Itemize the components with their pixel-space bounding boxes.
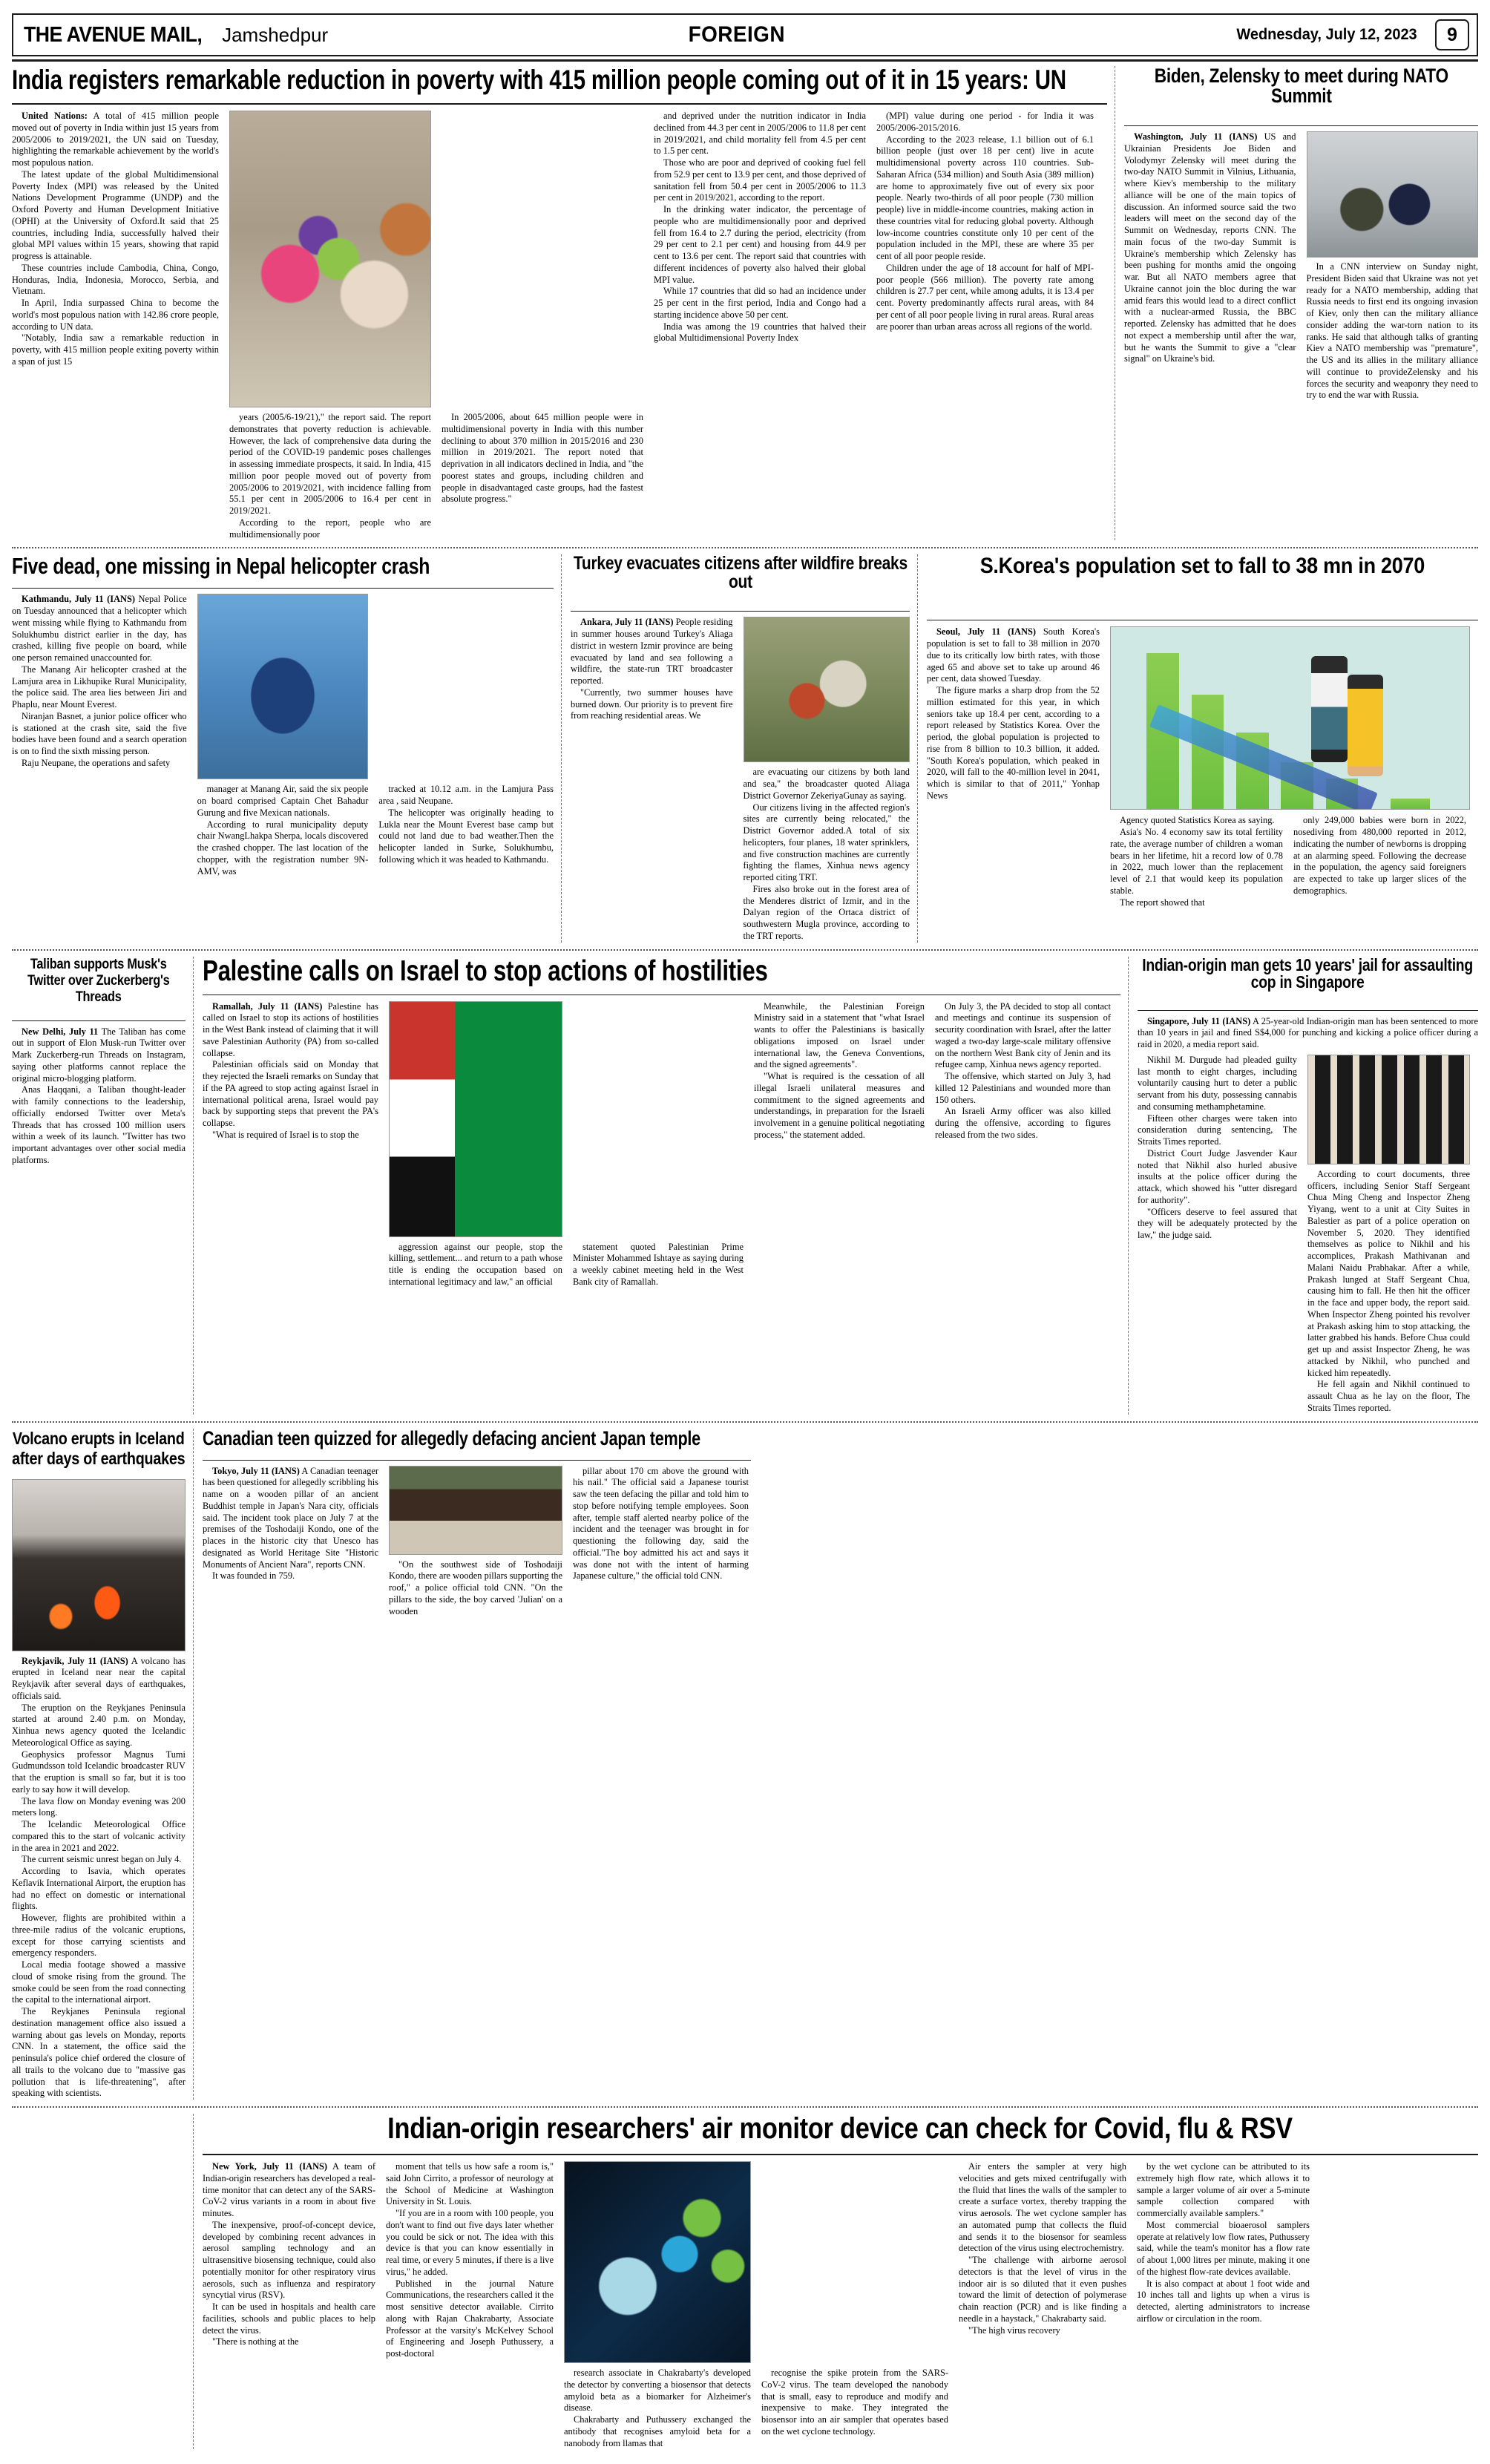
covid-para: A team of Indian-origin researchers has developed a real-time monitor that can detect any of the SARS-CoV-2 virus variants in a room in about five minutes. [203, 2161, 375, 2218]
korea-col-1 [927, 626, 1105, 802]
volcano-para: However, flights are prohibited within a three-mile radius of the volcanic eruptions, except for those carrying scientists and emergency responders. [12, 1913, 186, 1959]
masthead-city: Jamshedpur [222, 23, 329, 46]
korea-col-3 [1288, 815, 1466, 897]
palestine-col-4 [749, 1001, 930, 1141]
covid-col-5 [954, 2161, 1132, 2336]
turkey-col-2 [738, 617, 910, 942]
singapore-para: According to court documents, three officers, including Senior Staff Sergeant Chua Ming Cheng and Inspector Zheng Yiyang, went to a unit at City Suites in Balestier as part of a police operation on November 5, 2020. They identified themselves as police to Nikhil and his accomplices, Prakash Mathivanan and Malani Naidu Prabhakar. After a while, Prakash lunged at Staff Sergeant Chua, causing him to fall. He then hit the officer in the face and upper body, the report said. When Inspector Zheng pointed his revolver at Prakash asking him to stop attacking, the latter grabbed his hands. Before Chua could get up and assist Inspector Zheng, he was attacked by Nikhil, who punched and kicked him repeatedly. [1307, 1168, 1470, 1378]
biden-zelensky-photo [1307, 131, 1479, 258]
volcano-dateline: Reykjavik, July 11 (IANS) [22, 1655, 128, 1666]
palestine-para: An Israeli Army officer was also killed during the offensive, according to figures released from the two sides. [935, 1106, 1111, 1140]
biden-story [1115, 66, 1478, 540]
lead-para: According to the report, people who are multidimensionally poor [229, 517, 431, 540]
row-five-left-spacer [12, 2114, 193, 2449]
singapore-para: District Court Judge Jasvender Kaur noted that Nikhil also hurled abusive insults at the police officer during the attack, which showed his "utter disregard for authority". [1138, 1147, 1297, 1205]
singapore-para: He fell again and Nikhil continued to assault Chua as he lay on the floor, The Straits Times reported. [1307, 1379, 1470, 1413]
covid-para: "The challenge with airborne aerosol detectors is that the level of virus in the indoor air is so diluted that it even pushes toward the limit of detection of polymerase chain reaction (PCR) and is like finding a needle in a haystack," Chakrabarty said. [959, 2255, 1126, 2324]
nepal-para: tracked at 10.12 a.m. in the Lamjura Pass area , said Neupane. [378, 784, 554, 806]
lead-dateline: United Nations: [22, 111, 88, 121]
palestine-col-1 [203, 1001, 384, 1141]
lead-para: The latest update of the global Multidimensional Poverty Index (MPI) was released by the United Nations Development Programme (UNDP) and the Oxford Poverty and Human Development Initiative (OPHI) at the University of Oxford.It said that 25 countries, including India, successfully halved their global MPI values within 15 years, showing that rapid progress is attainable. [12, 168, 219, 261]
turkey-dateline: Ankara, July 11 (IANS) [580, 617, 674, 628]
nepal-para: Raju Neupane, the operations and safety [22, 757, 171, 768]
volcano-para: The Reykjanes Peninsula regional destination management office also issued a warning about gas levels on Monday, reports CNN. In a statement, the office said the peninsula's police chief ordered the closure of all trails to the volcano due to "massive gas pollution that is life-threatening", after speaking with scientists. [12, 2006, 186, 2099]
covid-col-6 [1132, 2161, 1310, 2325]
virus-biosensor-photo [564, 2161, 751, 2363]
covid-para: It is also compact at about 1 foot wide and 10 inches tall and lights up when a virus is detected, alerting administrators to increase airflow or circulation in the room. [1137, 2278, 1310, 2324]
japan-headline: Canadian teen quizzed for allegedly defacing ancient Japan temple [203, 1428, 700, 1449]
masthead-section: FOREIGN [688, 22, 785, 47]
lead-para: Those who are poor and deprived of cooking fuel fell from 52.9 per cent to 13.9 per cent, and those deprived of sanitation fell from 50.4 per cent in 2005/2006 to 11.3 per cent in 2019/2021, according to the report. [654, 157, 866, 203]
lead-headline: India registers remarkable reduction in poverty with 415 million people coming out of it in 15 years: UN [12, 66, 1066, 95]
covid-para: "If you are in a room with 100 people, you don't want to find out five days later whether you could be sick or not. The idea with this device is that you can know essentially in real time, or every 5 minutes, if there is a live virus," he added. [386, 2208, 554, 2277]
covid-dateline: New York, July 11 (IANS) [212, 2161, 328, 2172]
lead-para: India was among the 19 countries that halved their global Multidimensional Poverty Index [654, 321, 866, 344]
lead-para: In 2005/2006, about 645 million people were in multidimensional poverty in India with this number declining to about 370 million in 2015/2016 and 230 million in 2019/2021. The report noted that deprivation in all indicators declined in India, and "the poorest states and groups, including children and people in disadvantaged caste groups, had the fastest absolute progress." [442, 412, 643, 505]
lead-col-1 [12, 111, 224, 368]
covid-col-4 [756, 2161, 954, 2438]
palestine-para: Palestine has called on Israel to stop its actions of hostilities in the West Bank instead of claiming that it will save Palestinian Authority (PA) from so-called collapse. [203, 1000, 378, 1058]
japan-dateline: Tokyo, July 11 (IANS) [212, 1465, 300, 1476]
volcano-headline: Volcano erupts in Iceland after days of earthquakes [12, 1428, 186, 1469]
masthead-title: THE AVENUE MAIL, [24, 22, 203, 47]
japan-para: "On the southwest side of Toshodaiji Kondo, there are wooden pillars supporting the roof," a police official told CNN. "On the pillars to the side, the boy carved 'Julian' on a wooden [389, 1559, 562, 1616]
nepal-para: Niranjan Basnet, a junior police officer who is stationed at the crash site, said the five bodies have been found and a search operation is on to find the sixth missing person. [12, 710, 187, 756]
palestine-para: statement quoted Palestinian Prime Minister Mohammed Ishtaye as saying during a weekly cabinet meeting held in the West Bank city of Ramallah. [573, 1241, 744, 1287]
jail-bars-photo [1307, 1055, 1470, 1164]
palestine-headline: Palestine calls on Israel to stop actions of hostilities [203, 956, 768, 987]
volcano-eruption-photo [12, 1479, 186, 1651]
lead-col-2 [224, 111, 436, 540]
palestine-para: On July 3, the PA decided to stop all contact and meetings and continue its suspension of security coordination with Israel, after the latter waged a two-day large-scale military offensive on the northern West Bank city of Jenin and its refugee camp, Xinhua news agency reported. [935, 1000, 1111, 1070]
covid-para: Chakrabarty and Puthussery exchanged the antibody that recognises amyloid beta for a nanobody from llamas that [564, 2414, 751, 2448]
singapore-dateline: Singapore, July 11 (IANS) [1147, 1015, 1251, 1026]
korea-story [917, 554, 1478, 942]
japan-col-2 [384, 1466, 568, 1618]
lead-para: "Notably, India saw a remarkable reduction in poverty, with 415 million people exiting poverty within a span of just 15 [12, 332, 219, 367]
covid-para: Published in the journal Nature Communications, the researchers called it the most sensitive detector available. Cirrito along with Rajan Chakrabarty, Associate Professor at the varsity's McKelvey School of Engineering and Joseph Puthussery, a post-doctoral [386, 2278, 554, 2359]
nepal-col-2 [192, 594, 374, 877]
nepal-para: manager at Manang Air, said the six people on board comprised Captain Chet Bahadur Gurung and five Mexican nationals. [197, 784, 369, 818]
japan-para: pillar about 170 cm above the ground with his nail." The official said a Japanese tourist saw the teen defacing the pillar and told him to stop before notifying temple employees. Soon after, temple staff alerted nearby police of the incident and the teenager was brought in for questioning the following day, said the official."The boy admitted his act and says it was done not with the intent of harming Japanese culture," the official told CNN. [573, 1465, 749, 1582]
covid-headline: Indian-origin researchers' air monitor device can check for Covid, flu & RSV [387, 2114, 1293, 2145]
singapore-para: "Officers deserve to feel assured that they will be adequately protected by the law," the judge said. [1138, 1206, 1297, 1240]
volcano-para: A volcano has erupted in Iceland near near the capital Reykjavik after several days of earthquakes, officials said. [12, 1655, 186, 1701]
masthead-rule [12, 59, 1478, 62]
volcano-para: Geophysics professor Magnus Tumi Gudmundsson told Icelandic broadcaster RUV that the eruption is small so far, but it is too early to say how it will develop. [12, 1749, 186, 1795]
row-five [12, 2114, 1478, 2449]
volcano-para: The current seismic unrest began on July 4. [22, 1854, 182, 1865]
volcano-para: The lava flow on Monday evening was 200 meters long. [12, 1795, 186, 1818]
korea-population-decline-chart [1110, 626, 1470, 810]
section-divider [12, 949, 1478, 951]
chart-bar [1391, 799, 1430, 810]
row-four-spacer [751, 1429, 1478, 2100]
korea-para: only 249,000 babies were born in 2022, nosediving from 480,000 reported in 2012, indicating the number of newborns is dropping at an alarming speed. Following the decrease in the population, the agency said foreigners are expected to take up larger slices of the demographics. [1293, 815, 1466, 896]
japan-col-1 [203, 1466, 384, 1583]
section-divider [12, 1421, 1478, 1423]
covid-col-2 [381, 2161, 559, 2360]
nepal-para: Nepal Police on Tuesday announced that a helicopter which went missing while flying to Kathmandu from Solukhumbu district earlier in the day, has crashed, killing five people on board, while one person remained unaccounted for. [12, 594, 187, 663]
taliban-body [12, 1026, 186, 1167]
palestine-para: Meanwhile, the Palestinian Foreign Ministry said in a statement that "what Israel wants to offer the Palestinians is basically obligations imposed on Israel under international law, the Geneva Conventions, and the signed agreements". [754, 1000, 925, 1070]
lead-para: In April, India surpassed China to become the world's most populous nation with 142.86 crore people, according to UN data. [12, 298, 219, 332]
row-four [12, 1429, 1478, 2100]
volcano-para: The Icelandic Meteorological Office compared this to the start of volcanic activity in the area in 2021 and 2022. [12, 1819, 186, 1853]
korea-headline: S.Korea's population set to fall to 38 mn in 2070 [979, 554, 1425, 579]
japan-para: A Canadian teenager has been questioned for allegedly scribbling his name on a wooden pillar of an ancient Buddhist temple in Japan's Nara city, officials said. The incident took place on July 7 at the premises of the Toshodaiji Kondo, one of the places in the historic city that Unesco has designated as World Heritage Site "Historic Monuments of Ancient Nara", reports CNN. [203, 1465, 378, 1570]
father-figure-icon [1311, 656, 1347, 761]
masthead-date: Wednesday, July 12, 2023 [1236, 26, 1417, 43]
masthead-right [1232, 19, 1469, 50]
covid-story [193, 2114, 1478, 2449]
turkey-para: Fires also broke out in the forest area of the Menderes district of Izmir, and in the Dalyan region of the Ortaca district of southwestern Mugla province, according to the TRT reports. [743, 883, 910, 941]
lead-para: Children under the age of 18 account for half of MPI-poor people (566 million). The poverty rate among children is 27.7 per cent, while among adults, it is 13.4 per cent. Poverty predominantly affects rural areas, with 84 per cent of all poor people living in rural areas. Rural areas are poorer than urban areas across all regions of the world. [876, 262, 1094, 332]
lead-para: In the drinking water indicator, the percentage of people who are multidimensionally poor and deprived fell from 16.4 to 2.7 during the period, electricity (from 29 per cent to 2.1 per cent) and housing from 44.9 per cent to 13.6 per cent. The report said that countries with different incidences of poverty also halved their global MPI value. [654, 204, 866, 285]
lead-story [12, 66, 1115, 540]
nepal-para: The Manang Air helicopter crashed at the Lamjura area in Likhupike Rural Municipality, the police said. The area lies between Jiri and Phaplu, near Mount Everest. [12, 663, 187, 710]
japan-col-3 [568, 1466, 749, 1583]
volcano-para: According to Isavia, which operates Keflavik International Airport, the eruption has had no effect on domestic or international flights. [12, 1866, 186, 1912]
mother-figure-icon [1348, 675, 1383, 776]
singapore-story [1128, 957, 1478, 1415]
covid-para: It can be used in hospitals and health care facilities, schools and public places to help detect the virus. [203, 2301, 375, 2336]
singapore-para: Fifteen other charges were taken into consideration during sentencing, The Straits Times reported. [1138, 1113, 1297, 1147]
turkey-story [561, 554, 917, 942]
palestine-para: "What is required of Israel is to stop the [212, 1129, 359, 1140]
volcano-body [12, 1656, 186, 2100]
turkey-para: Our citizens living in the affected region's sites are currently being relocated," the District Governor added.A total of six helicopters, four planes, 18 water sprinklers, and five construction machines are currently fighting the flames, Xinhua news agency reported citing TRT. [743, 802, 910, 882]
korea-para: South Korea's population is set to fall to 38 million in 2070 due to its critically low birth rates, with those aged 65 and above set to take up around 46 per cent, data showed Tuesday. [927, 626, 1100, 684]
palestine-col-5 [930, 1001, 1111, 1141]
singapore-col-2 [1302, 1055, 1470, 1415]
turkey-headline: Turkey evacuates citizens after wildfire breaks out [573, 554, 908, 593]
palestine-story [193, 957, 1128, 1415]
singapore-intro [1138, 1016, 1478, 1051]
covid-col-1 [203, 2161, 381, 2348]
taliban-headline: Taliban supports Musk's Twitter over Zuckerberg's Threads [27, 956, 170, 1006]
biden-dateline: Washington, July 11 (IANS) [1134, 131, 1258, 142]
turkey-para: are evacuating our citizens by both land and sea," the broadcaster quoted Aliaga District Governor ZekeriyaGunay as saying. [743, 767, 910, 801]
volcano-story [12, 1429, 193, 2100]
biden-body [1124, 131, 1478, 402]
palestine-para: Palestinian officials said on Monday that they rejected the Israeli remarks on Sunday that if the PA agreed to stop acting against Israel in international political arena, Israel would pay back by supporting steps that prevent the PA's collapse. [203, 1059, 378, 1128]
section-divider [12, 547, 1478, 548]
page-number-badge: 9 [1435, 19, 1469, 50]
taliban-para: The Taliban has come out in support of Elon Musk-run Twitter over Mark Zuckerberg-run Threads on Instagram, saying other platforms cannot replace the original micro-blogging platform. [12, 1026, 186, 1084]
wildfire-photo [744, 617, 910, 762]
palestine-col-2 [384, 1001, 568, 1288]
biden-para: In a CNN interview on Sunday night, President Biden said that Ukraine was not yet ready for a NATO membership, adding that Russia needs to first end its ongoing invasion of Kiev, only then can the military alliance consider adding the war-torn nation to its ranks. He said that although talks of granting Kiev a NATO membership was "premature", the US and its allies in the military alliance will continue to provideZelensky and his forces the security and weaponry they need to try to end the war with Russia. [1306, 261, 1478, 401]
singapore-para: A 25-year-old Indian-origin man has been sentenced to more than 10 years in jail and fined S$4,000 for punching and kicking a police officer during a raid in 2020, a media report said. [1138, 1015, 1479, 1049]
korea-para: Agency quoted Statistics Korea as saying. [1120, 815, 1275, 826]
korea-col-2a [1110, 815, 1288, 908]
row-lead [12, 66, 1478, 540]
japan-para: It was founded in 759. [212, 1570, 295, 1582]
volcano-para: Local media footage showed a massive cloud of smoke rising from the ground. The smoke could be seen from the road connecting the capital to the international airport. [12, 1959, 186, 2005]
singapore-headline: Indian-origin man gets 10 years' jail for assaulting cop in Singapore [1142, 956, 1474, 992]
covid-para: The inexpensive, proof-of-concept device, developed by combining recent advances in aerosol sampling technology and an ultrasensitive biosensing technique, could also potentially monitor for other respiratory virus aerosols, such as influenza and respiratory syncytial virus (RSV). [203, 2219, 375, 2301]
nepal-col-1 [12, 594, 192, 769]
covid-para: moment that tells us how safe a room is," said John Cirrito, a professor of neurology at the School of Medicine at Washington University in St. Louis. [386, 2161, 554, 2207]
covid-para: Most commercial bioaerosol samplers operate at relatively low flow rates, Puthussery said, while the team's monitor has a flow rate of about 1,000 litres per minute, making it one of the highest flow-rate devices available. [1137, 2219, 1310, 2277]
palestine-para: The offensive, which started on July 3, had killed 12 Palestinians and wounded more than 150 others. [935, 1071, 1111, 1105]
taliban-para: Anas Haqqani, a Taliban thought-leader with family connections to the leadership, officially endorsed Twitter over Meta's Threads that has crossed 100 million users within a week of its launch. "Twitter has two important advantages over other social media platforms. [12, 1084, 186, 1165]
korea-para: Asia's No. 4 economy saw its total fertility rate, the average number of children a woman bears in her lifetime, hit a record low of 0.78 in 2022, much lower than the replacement level of 2.1 that would keep its population stable. [1110, 827, 1283, 896]
korea-dateline: Seoul, July 11 (IANS) [936, 626, 1036, 638]
nepal-para: According to rural municipality deputy chair NwangLhakpa Sherpa, locals discovered the crashed chopper. The last location of the chopper, with the registration number 9N-AMV, was [197, 819, 369, 877]
lead-para: and deprived under the nutrition indicator in India declined from 44.3 per cent in 2005/2006 to 11.8 per cent in 2019/2021, and child mortality fell from 4.5 per cent to 1.5 per cent. [654, 111, 866, 157]
nepal-col-3 [373, 594, 554, 865]
covid-para: recognise the spike protein from the SARS-CoV-2 virus. The team developed the nanobody that is small, easy to reproduce and modify and inexpensive to make. They integrated the biosensor into an air sampler that operates based on the wet cyclone technology. [761, 2368, 948, 2437]
masthead [12, 13, 1478, 56]
lead-para: A total of 415 million people moved out of poverty in India within just 15 years from 2005/2006 to 2019/2021, the UN said on Tuesday, highlighting the remarkable achievement by the world's most populous nation. [12, 111, 219, 168]
kids-in-poverty-photo [229, 111, 431, 407]
lead-para: While 17 countries that did so had an incidence under 25 per cent in the first period, India and Congo had a starting incidence above 50 per cent. [654, 286, 866, 320]
covid-col-3 [559, 2161, 756, 2449]
lead-col-5 [871, 111, 1094, 332]
row-three [12, 957, 1478, 1415]
nepal-para: The helicopter was originally heading to Lukla near the Mount Everest base camp but could not land due to bad weather.Then the helicopter landed in Surke, Solukhumbu, following which it was headed to Kathmandu. [378, 807, 554, 865]
covid-para: "The high virus recovery [968, 2324, 1060, 2336]
turkey-col-1 [571, 617, 738, 722]
helicopter-photo [197, 594, 369, 779]
palestine-dateline: Ramallah, July 11 (IANS) [212, 1000, 323, 1012]
covid-para: "There is nothing at the [212, 2336, 299, 2347]
lead-para: (MPI) value during one period - for India it was 2005/2006-2015/2016. [876, 111, 1094, 133]
taliban-dateline: New Delhi, July 11 [22, 1026, 99, 1037]
covid-para: by the wet cyclone can be attributed to its extremely high flow rate, which allows it to sample a larger volume of air over a 5-minute sample collection compared with commercially available samplers." [1137, 2161, 1310, 2218]
turkey-para: People residing in summer houses around Turkey's Aliaga district in western Izmir province are being evacuated by land and sea following a wildfire, the state-run TRT broadcaster reported. [571, 617, 733, 686]
palestinian-flag-protest-photo [389, 1001, 562, 1237]
volcano-para: The eruption on the Reykjanes Peninsula started at around 2.40 p.m. on Monday, Xinhua news agency quoted the Icelandic Meteorological Office as saying. [12, 1702, 186, 1748]
covid-para: Air enters the sampler at very high velocities and gets mixed centrifugally with the fluid that lines the walls of the sampler to create a surface vortex, thereby trapping the virus aerosols. The wet cyclone sampler has an automated pump that collects the fluid and sends it to the biosensor for seamless detection of the virus using electrochemistry. [959, 2161, 1126, 2254]
biden-headline: Biden, Zelensky to meet during NATO Summit [1154, 66, 1448, 107]
biden-para: US and Ukrainian Presidents Joe Biden and Volodymyr Zelensky will meet during the two-day NATO Summit in Vilnius, Lithuania, where Kiev's membership to the military alliance will be one of the main topics of discussion. An informed source said the two leaders will meet on the second day of the Summit on Wednesday, reports CNN. The main focus of the two-day Summit is Ukraine's membership which Zelensky has been pushing for months amid the ongoing war. But all NATO members agree that Ukraine cannot join the bloc during the war amid fears this would lead to a direct conflict with a nuclear-armed Russia, the BBC reported. Zelensky has admitted that he does not expect a membership until after the war, but he wants the Summit to give a "clear signal" on Ukraine's bid. [1124, 131, 1296, 364]
palestine-col-3 [568, 1001, 749, 1288]
palestine-para: "What is required is the cessation of all illegal Israeli unilateral measures and commitment to the signed agreements and understandings, in preparation for the Israeli involvement in a genuine political negotiating process," the statement added. [754, 1071, 925, 1140]
singapore-para: Nikhil M. Durgude had pleaded guilty last month to eight charges, including voluntarily causing hurt to deter a public servant from his duty, possessing cannabis and consuming methamphetamine. [1138, 1054, 1297, 1112]
nepal-headline: Five dead, one missing in Nepal helicopter crash [12, 554, 430, 580]
section-divider [12, 2106, 1478, 2108]
japan-story [193, 1429, 751, 2100]
lead-para: According to the 2023 release, 1.1 billion out of 6.1 billion people (just over 18 per cent) live in acute multidimensional poverty across 110 countries. Sub-Saharan Africa (534 million) and South Asia (389 million) are home to approximately five out of every six poor people. Nearly two-thirds of all poor people (730 million people) live in middle-income countries, making action in these countries vital for reducing global poverty. Although low-income countries constitute only 10 per cent of the population included in the MPI, these are where 35 per cent of all poor people reside. [876, 134, 1094, 261]
taliban-story [12, 957, 193, 1415]
korea-para: The report showed that [1120, 897, 1205, 908]
korea-para: The figure marks a sharp drop from the 52 million estimated for this year, in which seniors take up 18.4 per cent, according to a report released by Statistics Korea. Over the period, the global population is projected to rise from 8 billion to 10.3 billion, it added. "South Korea's population, which peaked in 2020, will fall to the 40-million level in 2041, which is similar to that of 2011," Yonhap News [927, 685, 1100, 801]
lead-para: years (2005/6-19/21)," the report said. The report demonstrates that poverty reduction is achievable. However, the lack of comprehensive data during the period of the COVID-19 pandemic poses challenges in assessing immediate prospects, it said. In India, 415 million poor people moved out of poverty from 2005/2006 to 2019/2021, with incidence falling from 55.1 per cent in 2005/2006 to 16.4 per cent in 2019/2021. [229, 412, 431, 516]
lead-para: These countries include Cambodia, China, Congo, Honduras, India, Indonesia, Morocco, Serbia, and Vietnam. [12, 262, 219, 297]
toshodaiji-temple-photo [389, 1466, 562, 1555]
palestine-para: aggression against our people, stop the killing, settlement... and return to a path whose title is ending the occupation based on international legitimacy and law," an official [389, 1241, 562, 1287]
nepal-dateline: Kathmandu, July 11 (IANS) [22, 594, 136, 605]
lead-col-4 [649, 111, 871, 344]
newspaper-page [12, 13, 1478, 2449]
covid-para: research associate in Chakrabarty's developed the detector by converting a biosensor that detects amyloid beta as a biomarker for Alzheimer's disease. [564, 2368, 751, 2414]
nepal-story [12, 554, 561, 942]
singapore-col-1 [1138, 1055, 1302, 1242]
korea-col-2 [1105, 626, 1470, 908]
lead-col-3 [436, 111, 649, 505]
turkey-para: "Currently, two summer houses have burned down. Our priority is to prevent fire from reaching residential areas. We [571, 687, 733, 721]
row-two [12, 554, 1478, 942]
